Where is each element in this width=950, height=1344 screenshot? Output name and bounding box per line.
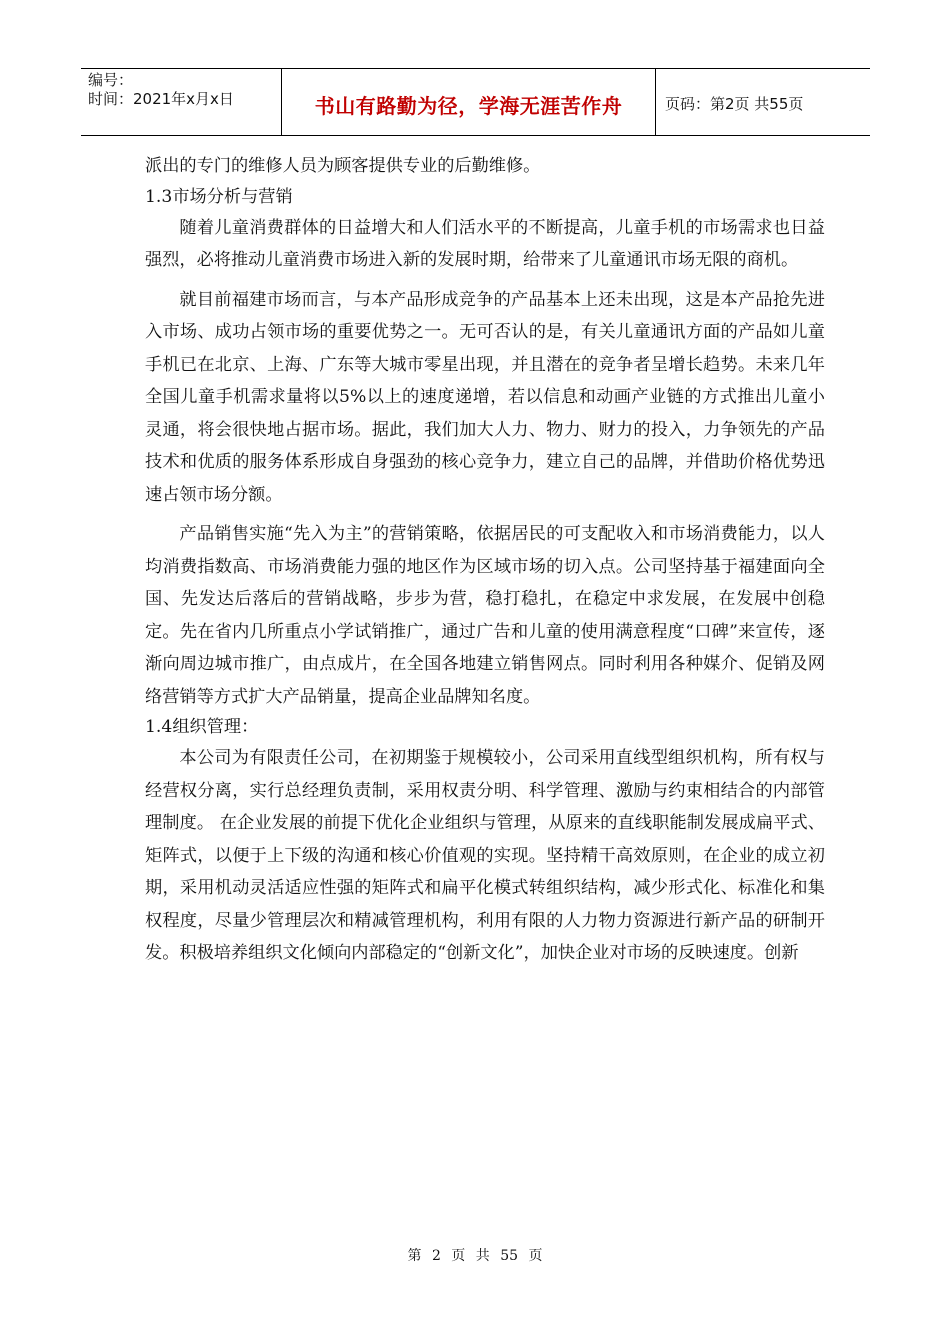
header-meta-cell <box>81 69 282 135</box>
paragraph-sales-strategy: 产品销售实施“先入为主”的营销策略，依据居民的可支配收入和市场消费能力，以人均消费指数高、市场消费能力强的地区作为区域市场的切入点。公司坚持基于福建面向全国、先发达后落后的营销战略，步步为营，稳打稳扎，在稳定中求发展，在发展中创稳定。先在省内几所重点小学试销推广，通过广告和儿童的使用满意程度“口碑”来宣传，逐渐向周边城市推广，由点成片，在全国各地建立销售网点。同时利用各种媒介、促销及网络营销等方式扩大产品销量，提高企业品牌知名度。 <box>145 524 825 707</box>
paragraph-market-demand: 随着儿童消费群体的日益增大和人们活水平的不断提高，儿童手机的市场需求也日益强烈，必将推动儿童消费市场进入新的发展时期，给带来了儿童通讯市场无限的商机。 <box>145 217 825 270</box>
section-heading-1-3: 1.3市场分析与营销 <box>145 186 293 207</box>
paragraph-competition: 就目前福建市场而言，与本产品形成竞争的产品基本上还未出现，这是本产品抢先进入市场、成功占领市场的重要优势之一。无可否认的是，有关儿童通讯方面的产品如儿童手机已在北京、上海、广东等大城市零星出现，并且潜在的竞争者呈增长趋势。未来几年全国儿童手机需求量将以5%以上的速度递增，若以信息和动画产业链的方式推出儿童小灵通，将会很快地占据市场。据此，我们加大人力、物力、财力的投入，力争领先的产品技术和优质的服务体系形成自身强劲的核心竞争力，建立自己的品牌，并借助价格优势迅速占领市场分额。 <box>145 289 825 505</box>
document-date: 时间：2021年x月x日 <box>88 90 234 108</box>
header-page-info: 页码：第2页 共55页 <box>665 94 804 113</box>
paragraph-organization: 本公司为有限责任公司，在初期鉴于规模较小，公司采用直线型组织机构，所有权与经营权分离，实行总经理负责制，采用权责分明、科学管理、激励与约束相结合的内部管理制度。 在企业发展的前提下优化企业组织与管理，从原来的直线职能制发展成扁平式、矩阵式，以便于上下级的沟通和核心价值观的实现。坚持精干高效原则，在企业的成立初期，采用机动灵活适应性强的矩阵式和扁平化模式转组织结构，减少形式化、标准化和集权程度，尽量少管理层次和精减管理机构，利用有限的人力物力资源进行新产品的研制开发。积极培养组织文化倾向内部稳定的“创新文化”，加快企业对市场的反映速度。创新 <box>145 748 825 963</box>
document-number-label: 编号： <box>88 71 134 89</box>
page-header <box>81 68 870 136</box>
page-footer: 第 2 页 共 55 页 <box>407 1248 543 1264</box>
paragraph-continuation: 派出的专门的维修人员为顾客提供专业的后勤维修。 <box>145 156 541 176</box>
section-heading-1-4: 1.4组织管理： <box>145 717 259 737</box>
header-slogan: 书山有路勤为径，学海无涯苦作舟 <box>282 69 656 135</box>
document-body <box>145 150 825 970</box>
